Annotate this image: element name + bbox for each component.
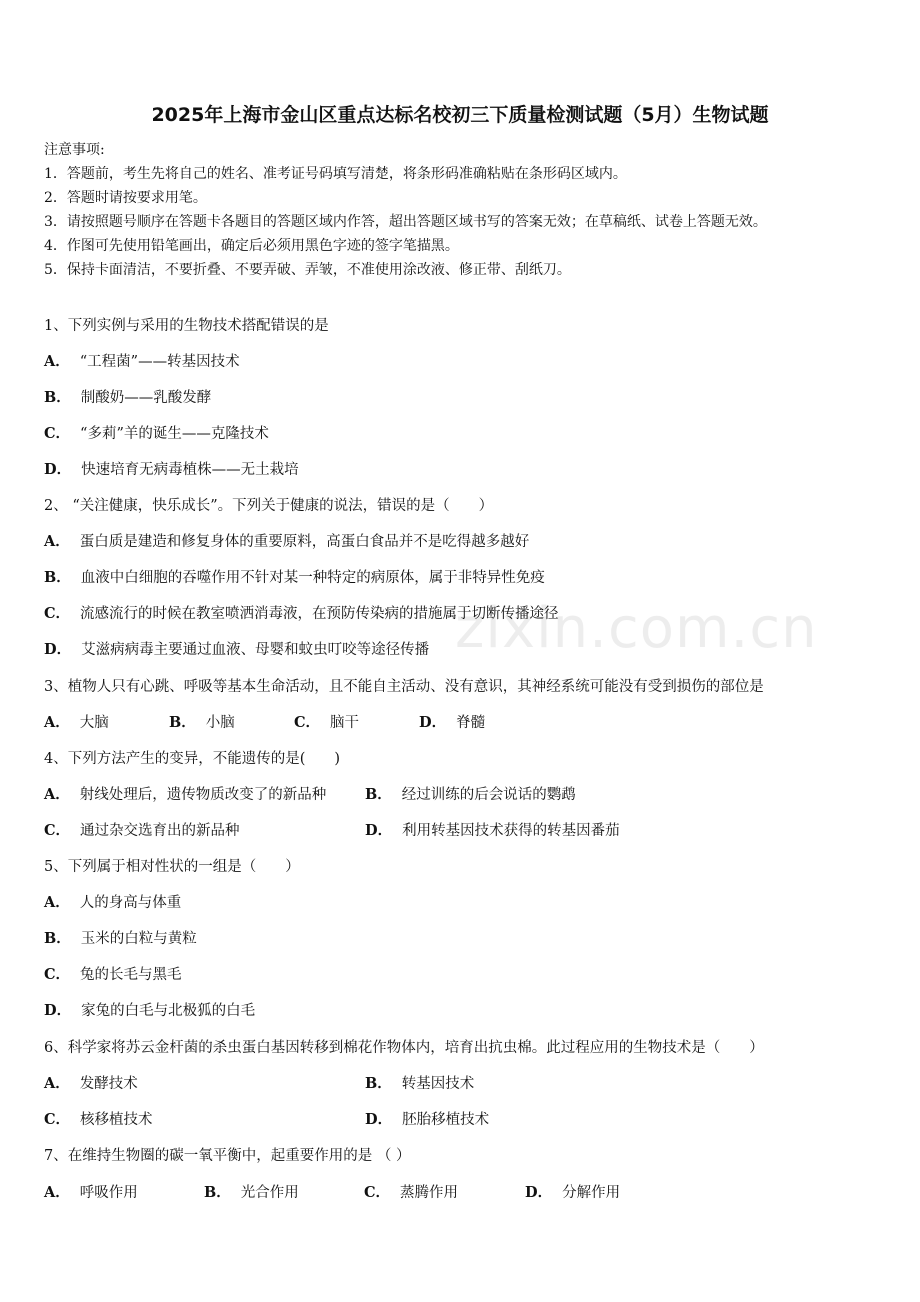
option-text: 经过训练的后会说话的鹦鹉 bbox=[401, 787, 576, 803]
option-text: “多莉”羊的诞生——克隆技术 bbox=[80, 426, 269, 442]
option-label: A． bbox=[44, 1075, 70, 1092]
option-label: D． bbox=[44, 1002, 72, 1019]
option-text: 转基因技术 bbox=[401, 1076, 475, 1092]
option-text: 胚胎移植技术 bbox=[402, 1112, 490, 1128]
question-3-option-b bbox=[169, 711, 235, 732]
question-6-option-c bbox=[44, 1108, 153, 1129]
option-text: 家兔的白毛与北极狐的白毛 bbox=[81, 1003, 256, 1019]
option-text: 兔的长毛与黑毛 bbox=[80, 967, 182, 983]
option-label: A． bbox=[44, 786, 70, 803]
option-text: 蒸腾作用 bbox=[400, 1185, 459, 1201]
option-text: 蛋白质是建造和修复身体的重要原料，高蛋白食品并不是吃得越多越好 bbox=[79, 534, 530, 550]
option-label: C． bbox=[44, 605, 71, 622]
option-text: 呼吸作用 bbox=[79, 1185, 138, 1201]
option-text: 脊髓 bbox=[456, 715, 486, 731]
question-2-option-c bbox=[44, 602, 559, 623]
option-label: B． bbox=[204, 1184, 231, 1201]
option-text: 大脑 bbox=[79, 715, 109, 731]
option-label: C． bbox=[44, 1111, 71, 1128]
option-text: “工程菌”——转基因技术 bbox=[79, 354, 240, 370]
question-7-option-c bbox=[364, 1181, 458, 1202]
option-text: 流感流行的时候在教室喷洒消毒液，在预防传染病的措施属于切断传播途径 bbox=[80, 606, 559, 622]
option-label: B． bbox=[365, 1075, 392, 1092]
note-item: 4．作图可先使用铅笔画出，确定后必须用黑色字迹的签字笔描黑。 bbox=[44, 238, 459, 254]
question-1-stem: 1、下列实例与采用的生物技术搭配错误的是 bbox=[44, 318, 329, 334]
option-text: 通过杂交选育出的新品种 bbox=[80, 823, 240, 839]
question-6-stem: 6、科学家将苏云金杆菌的杀虫蛋白基因转移到棉花作物体内，培育出抗虫棉。此过程应用的生物技术是（ ） bbox=[44, 1040, 764, 1056]
option-text: 发酵技术 bbox=[79, 1076, 138, 1092]
question-3-option-c bbox=[294, 711, 359, 732]
watermark: zixin.com.cn bbox=[455, 596, 818, 661]
option-text: 制酸奶——乳酸发酵 bbox=[80, 390, 212, 406]
question-6-option-a bbox=[44, 1072, 138, 1093]
option-text: 艾滋病病毒主要通过血液、母婴和蚊虫叮咬等途径传播 bbox=[81, 642, 430, 658]
question-1-option-a bbox=[44, 350, 240, 371]
question-4-option-d bbox=[365, 819, 620, 840]
question-1-option-b bbox=[44, 386, 211, 407]
question-7-option-b bbox=[204, 1181, 299, 1202]
question-7-option-a bbox=[44, 1181, 138, 1202]
option-text: 核移植技术 bbox=[80, 1112, 153, 1128]
question-5-option-b bbox=[44, 927, 197, 948]
option-label: B． bbox=[44, 569, 71, 586]
option-label: D． bbox=[419, 714, 447, 731]
option-label: D． bbox=[525, 1184, 553, 1201]
option-label: C． bbox=[294, 714, 321, 731]
option-label: B． bbox=[365, 786, 392, 803]
note-item: 2．答题时请按要求用笔。 bbox=[44, 190, 207, 206]
question-5-option-d bbox=[44, 999, 255, 1020]
option-label: D． bbox=[365, 822, 393, 839]
question-1-option-c bbox=[44, 422, 269, 443]
question-7-stem: 7、在维持生物圈的碳一氧平衡中，起重要作用的是 （ ） bbox=[44, 1148, 411, 1164]
question-3-option-a bbox=[44, 711, 109, 732]
option-label: C． bbox=[44, 822, 71, 839]
option-label: B． bbox=[44, 389, 71, 406]
note-item: 5．保持卡面清洁，不要折叠、不要弄破、弄皱，不准使用涂改液、修正带、刮纸刀。 bbox=[44, 262, 571, 278]
option-label: A． bbox=[44, 714, 70, 731]
option-label: C． bbox=[44, 425, 71, 442]
question-1-option-d bbox=[44, 458, 299, 479]
option-text: 分解作用 bbox=[562, 1185, 621, 1201]
option-text: 利用转基因技术获得的转基因番茄 bbox=[402, 823, 620, 839]
question-5-stem: 5、下列属于相对性状的一组是（ ） bbox=[44, 859, 300, 875]
option-label: C． bbox=[364, 1184, 391, 1201]
note-item: 1．答题前，考生先将自己的姓名、准考证号码填写清楚，将条形码准确粘贴在条形码区域内。 bbox=[44, 166, 627, 182]
question-4-stem: 4、下列方法产生的变异，不能遗传的是( ) bbox=[44, 751, 341, 767]
question-6-option-b bbox=[365, 1072, 474, 1093]
question-4-option-b bbox=[365, 783, 576, 804]
option-text: 人的身高与体重 bbox=[79, 895, 182, 911]
option-text: 脑干 bbox=[330, 715, 360, 731]
option-label: C． bbox=[44, 966, 71, 983]
notes-section bbox=[44, 138, 767, 282]
option-label: A． bbox=[44, 1184, 70, 1201]
notes-heading: 注意事项: bbox=[44, 142, 105, 158]
question-3-option-d bbox=[419, 711, 485, 732]
option-label: D． bbox=[44, 461, 72, 478]
question-4-option-c bbox=[44, 819, 240, 840]
question-4-option-a bbox=[44, 783, 326, 804]
question-3-stem: 3、植物人只有心跳、呼吸等基本生命活动，且不能自主活动、没有意识，其神经系统可能没有受到损伤的部位是 bbox=[44, 679, 764, 695]
question-2-stem: 2、 “关注健康，快乐成长”。下列关于健康的说法，错误的是（ ） bbox=[44, 498, 494, 514]
option-label: D． bbox=[365, 1111, 393, 1128]
option-label: A． bbox=[44, 533, 70, 550]
question-5-option-c bbox=[44, 963, 182, 984]
option-text: 玉米的白粒与黄粒 bbox=[80, 931, 197, 947]
option-text: 快速培育无病毒植株——无土栽培 bbox=[81, 462, 299, 478]
page-title: 2025年上海市金山区重点达标名校初三下质量检测试题（5月）生物试题 bbox=[151, 104, 769, 126]
option-label: D． bbox=[44, 641, 72, 658]
note-item: 3．请按照题号顺序在答题卡各题目的答题区域内作答，超出答题区域书写的答案无效；在草稿纸、试卷上答题无效。 bbox=[44, 214, 767, 230]
question-2-option-d bbox=[44, 638, 429, 659]
question-2-option-b bbox=[44, 566, 545, 587]
question-6-option-d bbox=[365, 1108, 489, 1129]
option-text: 血液中白细胞的吞噬作用不针对某一种特定的病原体，属于非特异性免疫 bbox=[80, 570, 545, 586]
option-text: 小脑 bbox=[205, 715, 235, 731]
option-label: B． bbox=[44, 930, 71, 947]
option-label: A． bbox=[44, 894, 70, 911]
question-2-option-a bbox=[44, 530, 529, 551]
question-5-option-a bbox=[44, 891, 181, 912]
option-text: 射线处理后，遗传物质改变了的新品种 bbox=[79, 787, 327, 803]
question-7-option-d bbox=[525, 1181, 620, 1202]
option-text: 光合作用 bbox=[240, 1185, 299, 1201]
option-label: A． bbox=[44, 353, 70, 370]
option-label: B． bbox=[169, 714, 196, 731]
